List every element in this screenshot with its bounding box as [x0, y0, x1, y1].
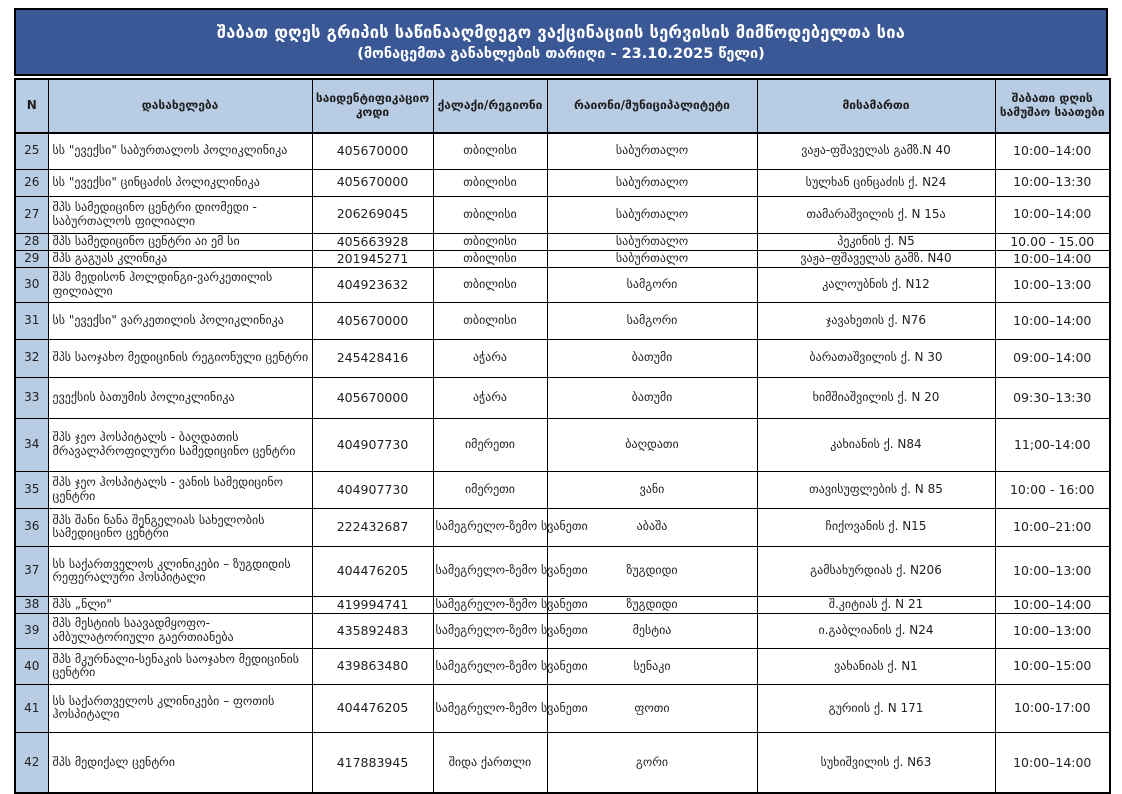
cell-city-region: თბილისი [433, 196, 547, 233]
cell-provider-name: შპს შანი ნანა შენგელიას სახელობის სამედიცინო ცენტრი [48, 508, 312, 546]
cell-city-region: აჭარა [433, 339, 547, 377]
cell-provider-name: შპს ჯეო ჰოსპიტალს - ვანის სამედიცინო ცენტრი [48, 471, 312, 508]
cell-identification-code: 405670000 [312, 377, 433, 418]
cell-row-number: 32 [15, 339, 48, 377]
cell-municipality: სენაკი [547, 648, 757, 684]
cell-identification-code: 439863480 [312, 648, 433, 684]
table-row [15, 267, 1110, 302]
cell-municipality: ზუგდიდი [547, 596, 757, 613]
cell-municipality: ბაღდათი [547, 418, 757, 471]
cell-city-region: თბილისი [433, 250, 547, 267]
cell-row-number: 34 [15, 418, 48, 471]
cell-identification-code: 417883945 [312, 732, 433, 793]
column-header-municipality-label: რაიონი/მუნიციპალიტეტი [574, 98, 730, 113]
cell-row-number: 29 [15, 250, 48, 267]
cell-row-number: 26 [15, 169, 48, 196]
cell-identification-code: 419994741 [312, 596, 433, 613]
cell-working-hours: 10.00 - 15.00 [995, 233, 1110, 250]
cell-row-number: 28 [15, 233, 48, 250]
table-body [15, 133, 1110, 793]
cell-provider-name: შპს ჯეო ჰოსპიტალს - ბაღდათის მრავალპროფილური სამედიცინო ცენტრი [48, 418, 312, 471]
cell-provider-name: შპს მედისონ ჰოლდინგი-ვარკეთილის ფილიალი [48, 267, 312, 302]
cell-identification-code: 201945271 [312, 250, 433, 267]
cell-address: თავისუფლების ქ. N 85 [757, 471, 995, 508]
cell-row-number: 39 [15, 613, 48, 648]
cell-row-number: 31 [15, 302, 48, 339]
cell-address: ბარათაშვილის ქ. N 30 [757, 339, 995, 377]
cell-working-hours: 09:30–13:30 [995, 377, 1110, 418]
cell-address: გამსახურდიას ქ. N206 [757, 546, 995, 596]
cell-city-region: იმერეთი [433, 471, 547, 508]
table-row [15, 233, 1110, 250]
cell-working-hours: 10:00–21:00 [995, 508, 1110, 546]
cell-provider-name: შპს „ნლი" [48, 596, 312, 613]
cell-provider-name: შპს საოჯახო მედიცინის რეგიონული ცენტრი [48, 339, 312, 377]
providers-table [14, 78, 1111, 794]
cell-working-hours: 10:00–14:00 [995, 732, 1110, 793]
column-header-name: დასახელება [48, 79, 312, 133]
cell-provider-name: სს "ევექსი" ვარკეთილის პოლიკლინიკა [48, 302, 312, 339]
cell-working-hours: 11;00-14:00 [995, 418, 1110, 471]
cell-identification-code: 245428416 [312, 339, 433, 377]
table-header-row [15, 79, 1110, 133]
cell-provider-name: შპს სამედიცინო ცენტრი აი ემ სი [48, 233, 312, 250]
table-row [15, 684, 1110, 732]
cell-row-number: 35 [15, 471, 48, 508]
table-row [15, 732, 1110, 793]
cell-city-region: თბილისი [433, 169, 547, 196]
cell-municipality: ზუგდიდი [547, 546, 757, 596]
table-header [15, 79, 1110, 133]
report-title-line1: შაბათ დღეს გრიპის საწინააღმდეგო ვაქცინაციის სერვისის მიმწოდებელთა სია [216, 22, 906, 42]
report-title-line2: (მონაცემთა განახლების თარიღი - 23.10.2025 წელი) [357, 45, 765, 62]
cell-identification-code: 404923632 [312, 267, 433, 302]
column-header-municipality [547, 79, 757, 133]
cell-provider-name: სს "ევექსი" ცინცაძის პოლიკლინიკა [48, 169, 312, 196]
cell-city-region: სამეგრელო-ზემო სვანეთი [433, 684, 547, 732]
cell-address: შ.კიტიას ქ. N 21 [757, 596, 995, 613]
cell-row-number: 36 [15, 508, 48, 546]
cell-identification-code: 206269045 [312, 196, 433, 233]
cell-provider-name: შპს სამედიცინო ცენტრი დიომედი - საბურთალოს ფილიალი [48, 196, 312, 233]
cell-working-hours: 10:00–14:00 [995, 250, 1110, 267]
cell-working-hours: 10:00–15:00 [995, 648, 1110, 684]
cell-municipality: მესტია [547, 613, 757, 648]
cell-identification-code: 405670000 [312, 302, 433, 339]
cell-city-region: თბილისი [433, 233, 547, 250]
cell-identification-code: 404907730 [312, 471, 433, 508]
table-row [15, 596, 1110, 613]
cell-address: პეკინის ქ. N5 [757, 233, 995, 250]
cell-working-hours: 09:00–14:00 [995, 339, 1110, 377]
cell-address: კახიანის ქ. N84 [757, 418, 995, 471]
cell-address: ი.გაბლიანის ქ. N24 [757, 613, 995, 648]
cell-city-region: იმერეთი [433, 418, 547, 471]
table-row [15, 648, 1110, 684]
cell-address: კალოუბნის ქ. N12 [757, 267, 995, 302]
cell-city-region: სამეგრელო-ზემო სვანეთი [433, 546, 547, 596]
column-header-address: მისამართი [757, 79, 995, 133]
cell-working-hours: 10:00–14:00 [995, 133, 1110, 169]
cell-address: ვაჟა-ფშაველას გამზ.N 40 [757, 133, 995, 169]
cell-identification-code: 404907730 [312, 418, 433, 471]
cell-address: გურიის ქ. N 171 [757, 684, 995, 732]
cell-row-number: 25 [15, 133, 48, 169]
table-row [15, 377, 1110, 418]
cell-address: სულხან ცინცაძის ქ. N24 [757, 169, 995, 196]
cell-identification-code: 435892483 [312, 613, 433, 648]
cell-working-hours: 10:00 - 16:00 [995, 471, 1110, 508]
cell-row-number: 38 [15, 596, 48, 613]
cell-row-number: 27 [15, 196, 48, 233]
cell-working-hours: 10:00–14:00 [995, 596, 1110, 613]
table-row [15, 169, 1110, 196]
cell-identification-code: 404476205 [312, 684, 433, 732]
cell-city-region: თბილისი [433, 302, 547, 339]
column-header-working-hours: შაბათი დღის სამუშაო საათები [995, 79, 1110, 133]
table-row [15, 302, 1110, 339]
cell-city-region: სამეგრელო-ზემო სვანეთი [433, 596, 547, 613]
cell-address: ჩიქოვანის ქ. N15 [757, 508, 995, 546]
cell-address: ხიმშიაშვილის ქ. N 20 [757, 377, 995, 418]
cell-row-number: 41 [15, 684, 48, 732]
table-row [15, 546, 1110, 596]
cell-identification-code: 405670000 [312, 133, 433, 169]
cell-identification-code: 222432687 [312, 508, 433, 546]
cell-city-region: აჭარა [433, 377, 547, 418]
cell-city-region: თბილისი [433, 267, 547, 302]
column-header-identification-code: საიდენტიფიკაციო კოდი [312, 79, 433, 133]
cell-working-hours: 10:00–13:30 [995, 169, 1110, 196]
cell-identification-code: 405670000 [312, 169, 433, 196]
table-row [15, 196, 1110, 233]
cell-municipality: ბათუმი [547, 339, 757, 377]
table-row [15, 133, 1110, 169]
cell-working-hours: 10:00–14:00 [995, 196, 1110, 233]
cell-address: ჯავახეთის ქ. N76 [757, 302, 995, 339]
table-row [15, 339, 1110, 377]
cell-working-hours: 10:00–13:00 [995, 546, 1110, 596]
cell-provider-name: სს "ევექსი" საბურთალოს პოლიკლინიკა [48, 133, 312, 169]
cell-provider-name: შპს მესტიის საავადმყოფო-ამბულატორიული გაერთიანება [48, 613, 312, 648]
cell-city-region: სამეგრელო-ზემო სვანეთი [433, 613, 547, 648]
cell-municipality: ფოთი [547, 684, 757, 732]
cell-municipality: საბურთალო [547, 233, 757, 250]
cell-address: ვახანიას ქ. N1 [757, 648, 995, 684]
cell-identification-code: 404476205 [312, 546, 433, 596]
cell-provider-name: შპს მკურნალი-სენაკის საოჯახო მედიცინის ცენტრი [48, 648, 312, 684]
cell-row-number: 40 [15, 648, 48, 684]
table-row [15, 250, 1110, 267]
cell-municipality: ვანი [547, 471, 757, 508]
cell-city-region: თბილისი [433, 133, 547, 169]
table-row [15, 613, 1110, 648]
cell-working-hours: 10:00–13:00 [995, 613, 1110, 648]
cell-provider-name: ევექსის ბათუმის პოლიკლინიკა [48, 377, 312, 418]
cell-row-number: 42 [15, 732, 48, 793]
cell-working-hours: 10:00–13:00 [995, 267, 1110, 302]
column-header-city-region: ქალაქი/რეგიონი [433, 79, 547, 133]
cell-municipality: სამგორი [547, 267, 757, 302]
cell-address: სუხიშვილის ქ. N63 [757, 732, 995, 793]
table-row [15, 471, 1110, 508]
table-row [15, 508, 1110, 546]
cell-row-number: 33 [15, 377, 48, 418]
cell-working-hours: 10:00-17:00 [995, 684, 1110, 732]
report-title-bar [14, 8, 1108, 76]
cell-city-region: სამეგრელო-ზემო სვანეთი [433, 508, 547, 546]
cell-identification-code: 405663928 [312, 233, 433, 250]
cell-address: ვაჟა–ფშაველას გამზ. N40 [757, 250, 995, 267]
cell-row-number: 30 [15, 267, 48, 302]
cell-working-hours: 10:00–14:00 [995, 302, 1110, 339]
cell-municipality: ბათუმი [547, 377, 757, 418]
cell-municipality: სამგორი [547, 302, 757, 339]
cell-address: თამარაშვილის ქ. N 15ა [757, 196, 995, 233]
table-row [15, 418, 1110, 471]
cell-municipality: აბაშა [547, 508, 757, 546]
cell-municipality: საბურთალო [547, 196, 757, 233]
cell-provider-name: სს საქართველოს კლინიკები – ფოთის ჰოსპიტალი [48, 684, 312, 732]
cell-city-region: სამეგრელო-ზემო სვანეთი [433, 648, 547, 684]
cell-row-number: 37 [15, 546, 48, 596]
column-header-number: N [15, 79, 48, 133]
cell-provider-name: შპს მედიქალ ცენტრი [48, 732, 312, 793]
cell-provider-name: შპს გაგუას კლინიკა [48, 250, 312, 267]
cell-city-region: შიდა ქართლი [433, 732, 547, 793]
cell-municipality: გორი [547, 732, 757, 793]
cell-municipality: საბურთალო [547, 250, 757, 267]
cell-municipality: საბურთალო [547, 169, 757, 196]
cell-provider-name: სს საქართველოს კლინიკები – ზუგდიდის რეფერალური ჰოსპიტალი [48, 546, 312, 596]
cell-municipality: საბურთალო [547, 133, 757, 169]
